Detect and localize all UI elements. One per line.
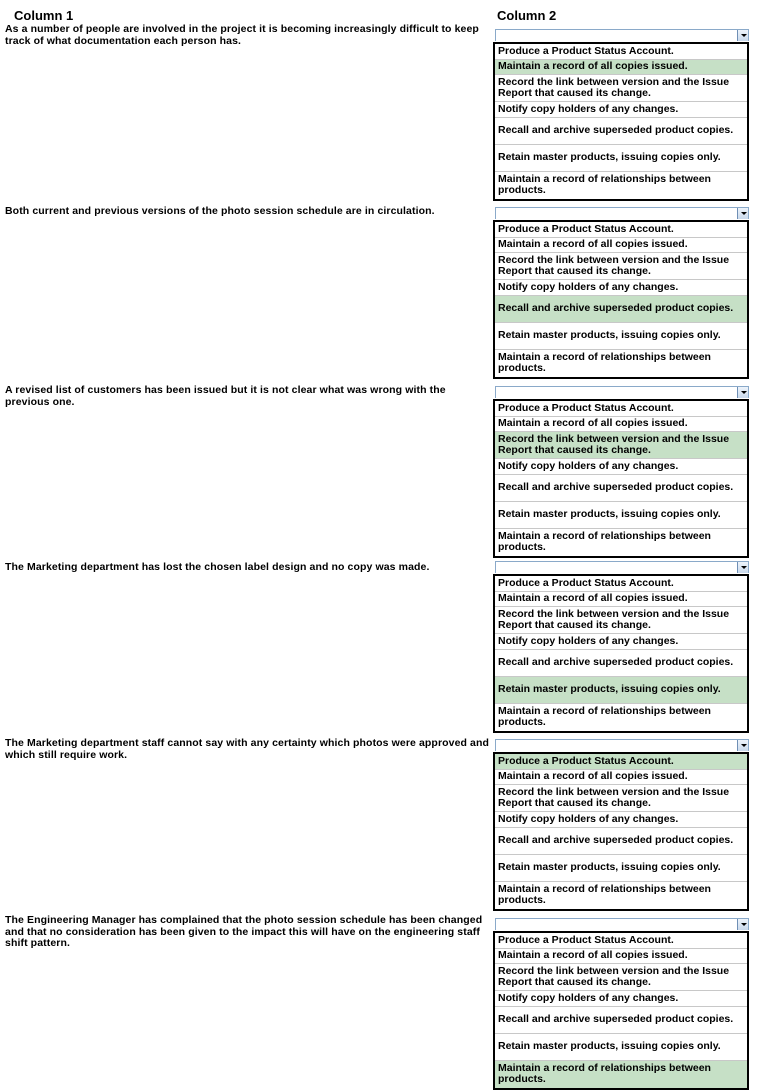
answer-dropdown[interactable] <box>493 561 749 733</box>
chevron-down-icon[interactable] <box>737 208 748 219</box>
dropdown-field[interactable] <box>495 207 749 219</box>
dropdown-option[interactable]: Maintain a record of all copies issued. <box>495 949 747 965</box>
dropdown-option[interactable]: Recall and archive superseded product copies. <box>495 1007 747 1034</box>
chevron-down-icon[interactable] <box>737 740 748 751</box>
dropdown-option[interactable]: Maintain a record of relationships between products. <box>498 351 711 374</box>
dropdown-option[interactable]: Record the link between version and the Issue Report that caused its change. <box>495 964 747 991</box>
dropdown-field[interactable] <box>495 739 749 751</box>
dropdown-option-selected[interactable]: Produce a Product Status Account. <box>495 754 747 770</box>
dropdown-option[interactable]: Maintain a record of all copies issued. <box>495 238 747 254</box>
question-text: A revised list of customers has been issued but it is not clear what was wrong with the previous one. <box>5 384 446 408</box>
dropdown-option[interactable]: Notify copy holders of any changes. <box>495 812 747 828</box>
answer-dropdown[interactable] <box>493 29 749 201</box>
dropdown-option[interactable]: Recall and archive superseded product copies. <box>495 650 747 677</box>
chevron-down-icon[interactable] <box>737 30 748 41</box>
dropdown-option[interactable]: Retain master products, issuing copies only. <box>495 1034 747 1061</box>
dropdown-option-list <box>493 399 749 558</box>
dropdown-option[interactable]: Notify copy holders of any changes. <box>495 102 747 118</box>
dropdown-option[interactable]: Maintain a record of relationships between products. <box>498 530 711 553</box>
dropdown-option[interactable]: Notify copy holders of any changes. <box>495 634 747 650</box>
dropdown-option-selected[interactable]: Retain master products, issuing copies only. <box>495 677 747 704</box>
question-text: The Marketing department has lost the chosen label design and no copy was made. <box>5 561 430 573</box>
dropdown-option[interactable]: Maintain a record of relationships between products. <box>498 173 711 196</box>
dropdown-field[interactable] <box>495 386 749 398</box>
dropdown-field[interactable] <box>495 561 749 573</box>
dropdown-option[interactable]: Record the link between version and the Issue Report that caused its change. <box>495 75 747 102</box>
question-text: The Engineering Manager has complained that the photo session schedule has been changed and that no consideration has been given to the impact this will have on the engineering staff shift pattern. <box>5 914 483 949</box>
dropdown-option[interactable]: Notify copy holders of any changes. <box>495 991 747 1007</box>
dropdown-option[interactable]: Produce a Product Status Account. <box>495 933 747 949</box>
dropdown-option[interactable]: Produce a Product Status Account. <box>495 222 747 238</box>
dropdown-option[interactable]: Recall and archive superseded product copies. <box>495 475 747 502</box>
dropdown-option[interactable]: Retain master products, issuing copies only. <box>495 323 747 350</box>
answer-dropdown[interactable] <box>493 207 749 379</box>
dropdown-option-list <box>493 931 749 1090</box>
dropdown-option-list <box>493 574 749 733</box>
question-text: Both current and previous versions of the photo session schedule are in circulation. <box>5 205 435 217</box>
dropdown-option[interactable]: Retain master products, issuing copies only. <box>495 502 747 529</box>
column-2-header: Column 2 <box>497 8 557 23</box>
dropdown-option[interactable]: Record the link between version and the Issue Report that caused its change. <box>495 785 747 812</box>
dropdown-option[interactable]: Maintain a record of all copies issued. <box>495 592 747 608</box>
dropdown-option[interactable]: Produce a Product Status Account. <box>495 576 747 592</box>
answer-dropdown[interactable] <box>493 918 749 1090</box>
chevron-down-icon[interactable] <box>737 387 748 398</box>
dropdown-field[interactable] <box>495 29 749 41</box>
answer-dropdown[interactable] <box>493 739 749 911</box>
dropdown-option-selected[interactable]: Maintain a record of all copies issued. <box>495 60 747 76</box>
dropdown-option[interactable]: Retain master products, issuing copies only. <box>495 855 747 882</box>
dropdown-option[interactable]: Recall and archive superseded product copies. <box>495 828 747 855</box>
dropdown-option[interactable]: Maintain a record of all copies issued. <box>495 417 747 433</box>
question-text: The Marketing department staff cannot say with any certainty which photos were approved and which still require work. <box>5 737 490 761</box>
question-text: As a number of people are involved in the project it is becoming increasingly difficult to keep track of what documentation each person has. <box>5 23 479 47</box>
dropdown-option[interactable]: Maintain a record of all copies issued. <box>495 770 747 786</box>
dropdown-field[interactable] <box>495 918 749 930</box>
dropdown-option[interactable]: Retain master products, issuing copies only. <box>495 145 747 172</box>
chevron-down-icon[interactable] <box>737 562 748 573</box>
dropdown-option-selected[interactable]: Record the link between version and the Issue Report that caused its change. <box>495 432 747 459</box>
dropdown-option-list <box>493 752 749 911</box>
dropdown-option-list <box>493 220 749 379</box>
dropdown-option[interactable]: Produce a Product Status Account. <box>495 401 747 417</box>
dropdown-option[interactable]: Record the link between version and the Issue Report that caused its change. <box>495 253 747 280</box>
dropdown-option-selected[interactable]: Recall and archive superseded product copies. <box>495 296 747 323</box>
dropdown-option[interactable]: Recall and archive superseded product copies. <box>495 118 747 145</box>
dropdown-option[interactable]: Notify copy holders of any changes. <box>495 459 747 475</box>
column-1-header: Column 1 <box>14 8 74 23</box>
dropdown-option[interactable]: Notify copy holders of any changes. <box>495 280 747 296</box>
dropdown-option[interactable]: Produce a Product Status Account. <box>495 44 747 60</box>
answer-dropdown[interactable] <box>493 386 749 558</box>
dropdown-option-selected[interactable]: Maintain a record of relationships between products. <box>495 1061 747 1088</box>
dropdown-option[interactable]: Maintain a record of relationships between products. <box>498 705 711 728</box>
chevron-down-icon[interactable] <box>737 919 748 930</box>
dropdown-option[interactable]: Maintain a record of relationships between products. <box>498 883 711 906</box>
dropdown-option-list <box>493 42 749 201</box>
dropdown-option[interactable]: Record the link between version and the Issue Report that caused its change. <box>495 607 747 634</box>
